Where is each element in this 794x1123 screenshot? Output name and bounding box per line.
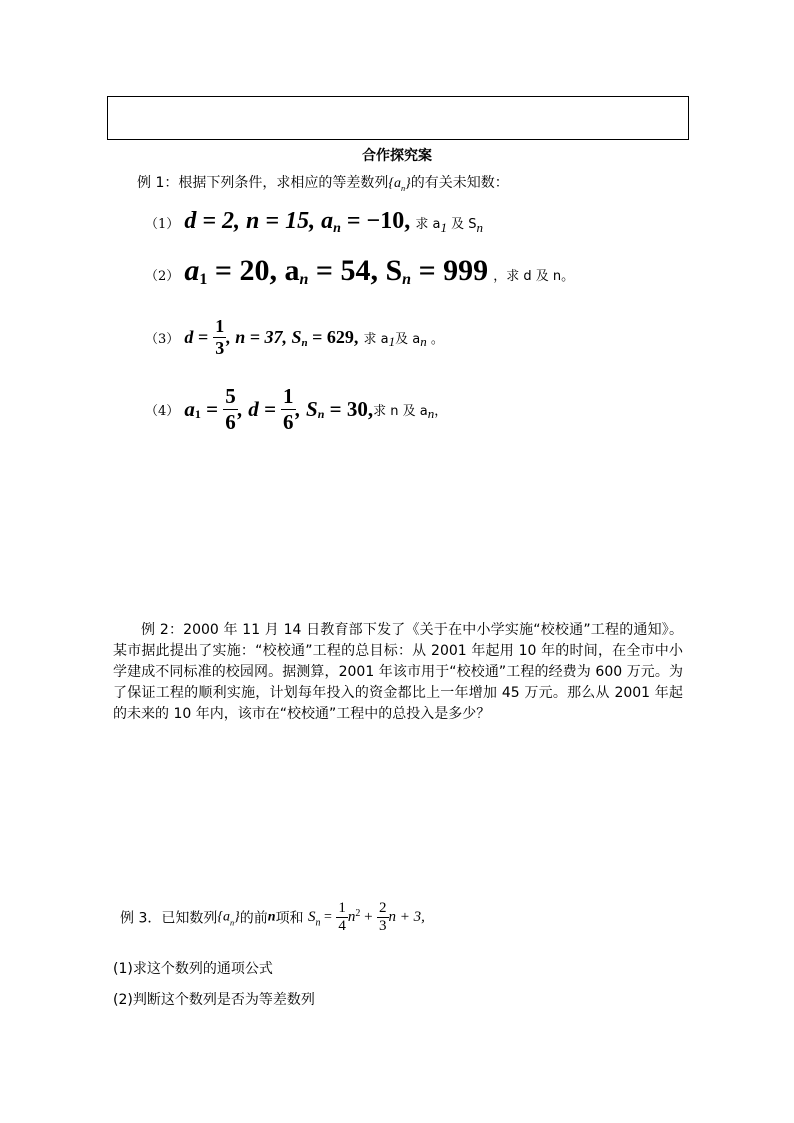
example1-item-2: （2） $a_1 = 20$, $a_n = 54$, $S_n = 999$ ，求 d 及 n。	[145, 254, 575, 289]
example1-intro: 例 1：根据下列条件，求相应的等差数列$\{a_n\}$的有关未知数：	[137, 175, 509, 193]
section-title: 合作探究案	[362, 148, 432, 164]
example1-item-3: （3） d = $\frac{1}{3}$ , n = 37, $S_n = 629$, 求 $a_1$及 $a_n$ 。	[145, 316, 444, 358]
header-box	[107, 96, 689, 140]
example1-item-4: （4） $a_1$ = $\frac{5}{6}$ , d = $\frac{1}{6}$ , $S_n = 30$,求 n 及 $a_n$，	[145, 384, 448, 434]
fraction-two-thirds: $\frac{2}{3}$	[379, 900, 387, 934]
example1-item-1: （1） d = 2, n = 15, $a_n = -10$, 求 $a_1$ 及 $S_n$	[145, 208, 483, 237]
example3-statement: 例 3．已知数列$\{a_n\}$的前n项和 $S_n$ = $\frac{1}{4}$ $n^2$ + $\frac{2}{3}$ n + 3,	[120, 900, 425, 934]
fraction-one-quarter: $\frac{1}{4}$	[338, 900, 346, 934]
fraction-one-third: $\frac{1}{3}$	[215, 316, 225, 358]
example3-question-1: (1)求这个数列的通项公式	[113, 961, 273, 977]
fraction-one-sixth: $\frac{1}{6}$	[283, 384, 294, 434]
fraction-five-sixths: $\frac{5}{6}$	[225, 384, 236, 434]
example3-question-2: (2)判断这个数列是否为等差数列	[113, 992, 315, 1008]
example2-text: 例 2：2000 年 11 月 14 日教育部下发了《关于在中小学实施“校校通”工程的通知》。某市据此提出了实施：“校校通”工程的总目标：从 2001 年起用 10 年的时间，在全市中小学建成不同标准的校园网。据测算，2001 年该市用于“校校通”工程的经费为 600 万元。为了保证工程的顺利实施，计划每年投入的资金都比上一年增加 45 万元。那么从 2001 年起的未来的 10 年内，该市在“校校通”工程中的总投入是多少？	[113, 622, 683, 722]
